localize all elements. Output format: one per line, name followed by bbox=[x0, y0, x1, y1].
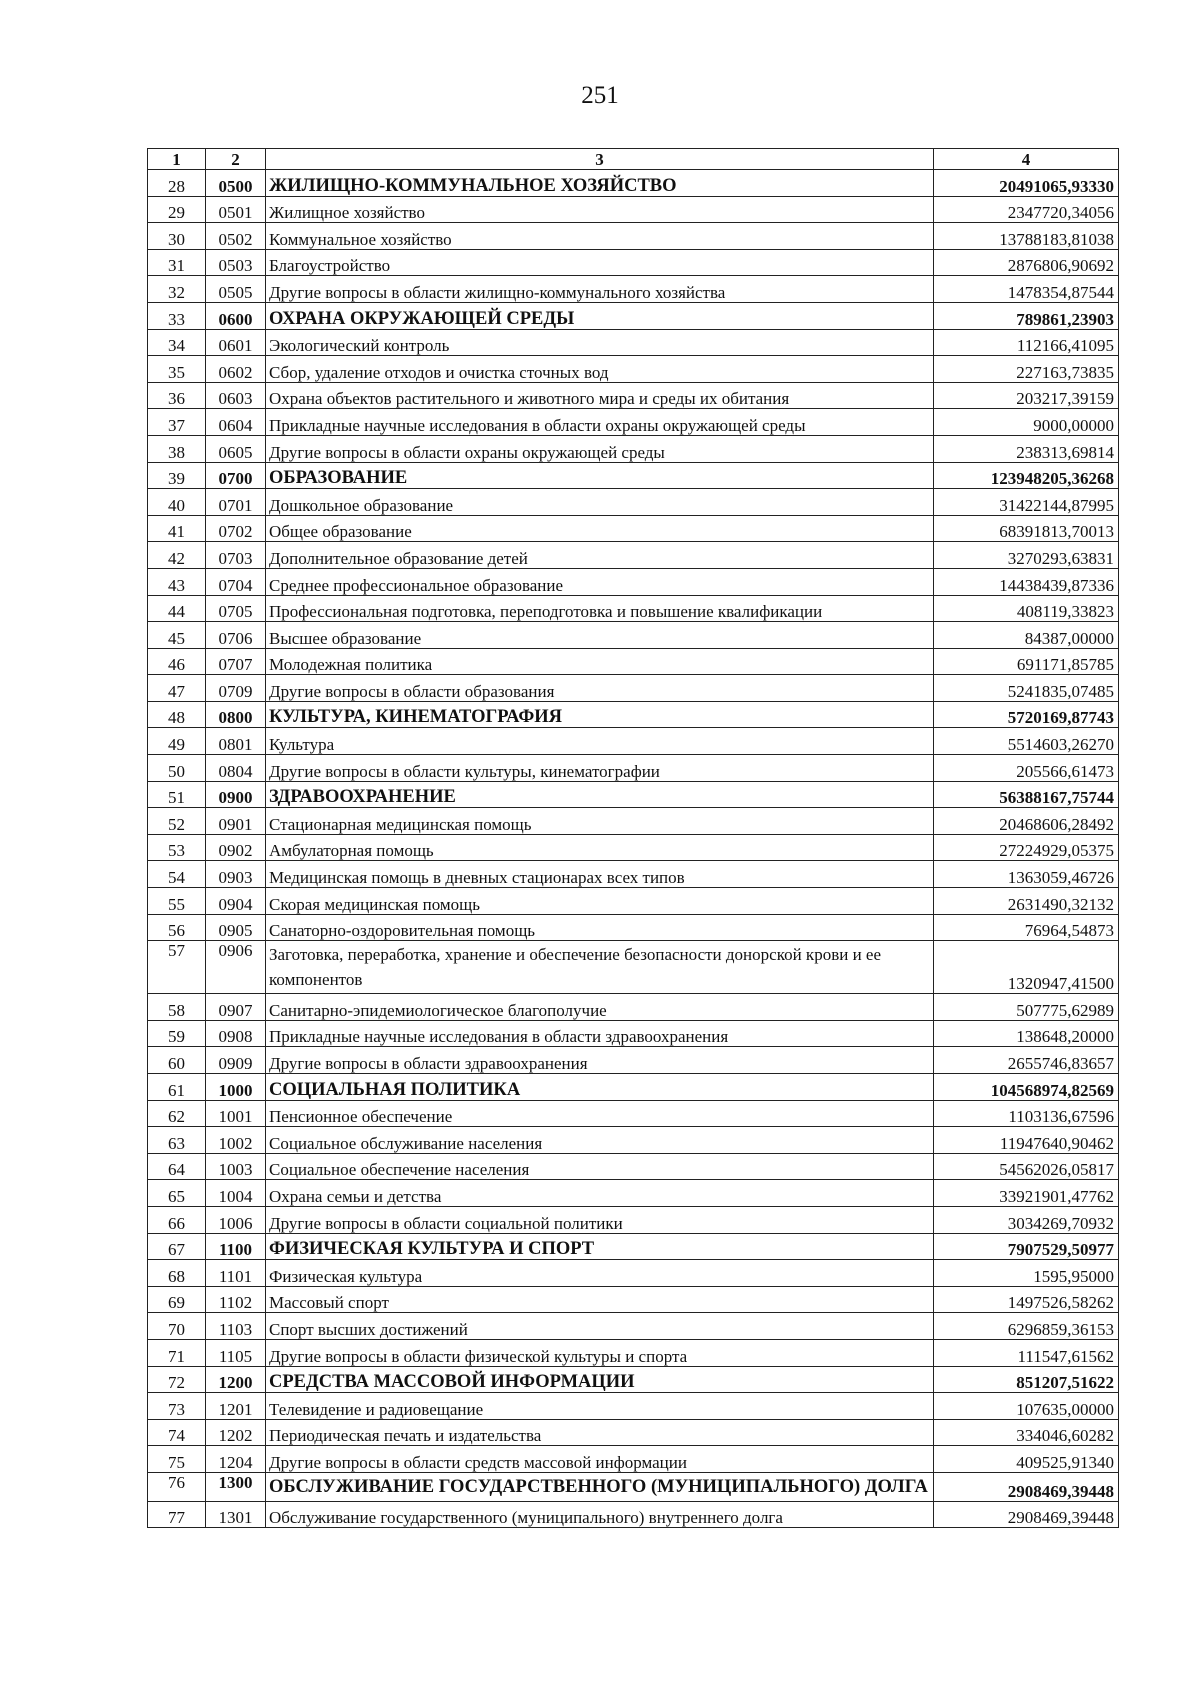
table-row bbox=[148, 728, 1119, 755]
row-number-cell: 57 bbox=[148, 941, 206, 994]
section-code-cell: 0801 bbox=[206, 728, 266, 755]
row-number-cell: 48 bbox=[148, 701, 206, 728]
section-code-cell: 1204 bbox=[206, 1446, 266, 1473]
item-name-cell: Санаторно-оздоровительная помощь bbox=[266, 914, 934, 941]
amount-cell: 203217,39159 bbox=[934, 382, 1119, 409]
item-name-cell: Другие вопросы в области охраны окружающей среды bbox=[266, 435, 934, 462]
amount-cell: 2908469,39448 bbox=[934, 1501, 1119, 1528]
row-number-cell: 72 bbox=[148, 1366, 206, 1393]
row-number-cell: 56 bbox=[148, 914, 206, 941]
amount-cell: 5720169,87743 bbox=[934, 701, 1119, 728]
section-code-cell: 1101 bbox=[206, 1260, 266, 1287]
table-body bbox=[148, 170, 1119, 1528]
amount-cell: 107635,00000 bbox=[934, 1393, 1119, 1420]
table-row bbox=[148, 1047, 1119, 1074]
section-code-cell: 1003 bbox=[206, 1153, 266, 1180]
item-name-cell: ОХРАНА ОКРУЖАЮЩЕЙ СРЕДЫ bbox=[266, 302, 934, 329]
row-number-cell: 54 bbox=[148, 861, 206, 888]
table-row bbox=[148, 755, 1119, 782]
amount-cell: 1363059,46726 bbox=[934, 861, 1119, 888]
section-code-cell: 0706 bbox=[206, 622, 266, 649]
row-number-cell: 49 bbox=[148, 728, 206, 755]
amount-cell: 227163,73835 bbox=[934, 356, 1119, 383]
table-row bbox=[148, 1206, 1119, 1233]
header-col-1: 1 bbox=[148, 149, 206, 170]
table-row bbox=[148, 994, 1119, 1021]
amount-cell: 507775,62989 bbox=[934, 994, 1119, 1021]
section-code-cell: 0501 bbox=[206, 196, 266, 223]
item-name-cell: Другие вопросы в области социальной политики bbox=[266, 1206, 934, 1233]
table-row bbox=[148, 1313, 1119, 1340]
table-row bbox=[148, 1233, 1119, 1260]
item-name-cell: Пенсионное обеспечение bbox=[266, 1100, 934, 1127]
table-row bbox=[148, 1180, 1119, 1207]
item-name-cell: Медицинская помощь в дневных стационарах всех типов bbox=[266, 861, 934, 888]
item-name-cell: Профессиональная подготовка, переподготовка и повышение квалификации bbox=[266, 595, 934, 622]
row-number-cell: 62 bbox=[148, 1100, 206, 1127]
section-code-cell: 1102 bbox=[206, 1286, 266, 1313]
section-code-cell: 1006 bbox=[206, 1206, 266, 1233]
budget-table bbox=[147, 148, 1119, 1528]
amount-cell: 1595,95000 bbox=[934, 1260, 1119, 1287]
item-name-cell: Охрана семьи и детства bbox=[266, 1180, 934, 1207]
amount-cell: 1497526,58262 bbox=[934, 1286, 1119, 1313]
amount-cell: 334046,60282 bbox=[934, 1419, 1119, 1446]
item-name-cell: Спорт высших достижений bbox=[266, 1313, 934, 1340]
amount-cell: 84387,00000 bbox=[934, 622, 1119, 649]
amount-cell: 9000,00000 bbox=[934, 409, 1119, 436]
section-code-cell: 0905 bbox=[206, 914, 266, 941]
table-row bbox=[148, 382, 1119, 409]
item-name-cell: Дополнительное образование детей bbox=[266, 542, 934, 569]
item-name-cell: Культура bbox=[266, 728, 934, 755]
amount-cell: 5241835,07485 bbox=[934, 675, 1119, 702]
row-number-cell: 51 bbox=[148, 781, 206, 808]
amount-cell: 1320947,41500 bbox=[934, 941, 1119, 994]
row-number-cell: 69 bbox=[148, 1286, 206, 1313]
row-number-cell: 70 bbox=[148, 1313, 206, 1340]
amount-cell: 408119,33823 bbox=[934, 595, 1119, 622]
section-code-cell: 0605 bbox=[206, 435, 266, 462]
section-code-cell: 0902 bbox=[206, 834, 266, 861]
amount-cell: 27224929,05375 bbox=[934, 834, 1119, 861]
item-name-cell: Высшее образование bbox=[266, 622, 934, 649]
amount-cell: 13788183,81038 bbox=[934, 223, 1119, 250]
section-code-cell: 0906 bbox=[206, 941, 266, 994]
row-number-cell: 55 bbox=[148, 888, 206, 915]
table-row bbox=[148, 861, 1119, 888]
row-number-cell: 58 bbox=[148, 994, 206, 1021]
table-row bbox=[148, 462, 1119, 489]
amount-cell: 112166,41095 bbox=[934, 329, 1119, 356]
item-name-cell: СОЦИАЛЬНАЯ ПОЛИТИКА bbox=[266, 1074, 934, 1101]
section-code-cell: 0703 bbox=[206, 542, 266, 569]
table-row bbox=[148, 1100, 1119, 1127]
item-name-cell: Жилищное хозяйство bbox=[266, 196, 934, 223]
row-number-cell: 68 bbox=[148, 1260, 206, 1287]
item-name-cell: Другие вопросы в области здравоохранения bbox=[266, 1047, 934, 1074]
amount-cell: 2655746,83657 bbox=[934, 1047, 1119, 1074]
table-row bbox=[148, 1020, 1119, 1047]
item-name-cell: Коммунальное хозяйство bbox=[266, 223, 934, 250]
item-name-cell: Дошкольное образование bbox=[266, 489, 934, 516]
section-code-cell: 1100 bbox=[206, 1233, 266, 1260]
row-number-cell: 40 bbox=[148, 489, 206, 516]
row-number-cell: 47 bbox=[148, 675, 206, 702]
row-number-cell: 50 bbox=[148, 755, 206, 782]
item-name-cell: Периодическая печать и издательства bbox=[266, 1419, 934, 1446]
item-name-cell: Другие вопросы в области жилищно-коммунального хозяйства bbox=[266, 276, 934, 303]
amount-cell: 76964,54873 bbox=[934, 914, 1119, 941]
item-name-cell: Обслуживание государственного (муниципального) внутреннего долга bbox=[266, 1501, 934, 1528]
section-code-cell: 1002 bbox=[206, 1127, 266, 1154]
item-name-cell: Санитарно-эпидемиологическое благополучие bbox=[266, 994, 934, 1021]
item-name-cell: ОБСЛУЖИВАНИЕ ГОСУДАРСТВЕННОГО (МУНИЦИПАЛЬНОГО) ДОЛГА bbox=[266, 1472, 934, 1501]
item-name-cell: СРЕДСТВА МАССОВОЙ ИНФОРМАЦИИ bbox=[266, 1366, 934, 1393]
item-name-cell: Другие вопросы в области средств массовой информации bbox=[266, 1446, 934, 1473]
amount-cell: 20491065,93330 bbox=[934, 170, 1119, 197]
item-name-cell: Телевидение и радиовещание bbox=[266, 1393, 934, 1420]
amount-cell: 789861,23903 bbox=[934, 302, 1119, 329]
row-number-cell: 41 bbox=[148, 515, 206, 542]
section-code-cell: 0904 bbox=[206, 888, 266, 915]
row-number-cell: 31 bbox=[148, 249, 206, 276]
page-number: 251 bbox=[581, 82, 619, 109]
table-row bbox=[148, 356, 1119, 383]
row-number-cell: 45 bbox=[148, 622, 206, 649]
row-number-cell: 60 bbox=[148, 1047, 206, 1074]
table-row bbox=[148, 914, 1119, 941]
table-row bbox=[148, 648, 1119, 675]
section-code-cell: 0604 bbox=[206, 409, 266, 436]
row-number-cell: 29 bbox=[148, 196, 206, 223]
row-number-cell: 28 bbox=[148, 170, 206, 197]
row-number-cell: 67 bbox=[148, 1233, 206, 1260]
item-name-cell: Физическая культура bbox=[266, 1260, 934, 1287]
amount-cell: 104568974,82569 bbox=[934, 1074, 1119, 1101]
section-code-cell: 1200 bbox=[206, 1366, 266, 1393]
section-code-cell: 0804 bbox=[206, 755, 266, 782]
table-row bbox=[148, 622, 1119, 649]
row-number-cell: 71 bbox=[148, 1339, 206, 1366]
amount-cell: 68391813,70013 bbox=[934, 515, 1119, 542]
table-row bbox=[148, 542, 1119, 569]
amount-cell: 3270293,63831 bbox=[934, 542, 1119, 569]
amount-cell: 11947640,90462 bbox=[934, 1127, 1119, 1154]
section-code-cell: 1300 bbox=[206, 1472, 266, 1501]
row-number-cell: 36 bbox=[148, 382, 206, 409]
amount-cell: 409525,91340 bbox=[934, 1446, 1119, 1473]
item-name-cell: Заготовка, переработка, хранение и обеспечение безопасности донорской крови и ее компонентов bbox=[266, 941, 934, 994]
item-name-cell: ОБРАЗОВАНИЕ bbox=[266, 462, 934, 489]
table-row bbox=[148, 489, 1119, 516]
item-name-cell: Прикладные научные исследования в области здравоохранения bbox=[266, 1020, 934, 1047]
table-row bbox=[148, 1127, 1119, 1154]
row-number-cell: 39 bbox=[148, 462, 206, 489]
row-number-cell: 77 bbox=[148, 1501, 206, 1528]
section-code-cell: 0503 bbox=[206, 249, 266, 276]
table-row bbox=[148, 1419, 1119, 1446]
section-code-cell: 0900 bbox=[206, 781, 266, 808]
section-code-cell: 0502 bbox=[206, 223, 266, 250]
section-code-cell: 1004 bbox=[206, 1180, 266, 1207]
amount-cell: 851207,51622 bbox=[934, 1366, 1119, 1393]
amount-cell: 6296859,36153 bbox=[934, 1313, 1119, 1340]
table-row bbox=[148, 834, 1119, 861]
row-number-cell: 75 bbox=[148, 1446, 206, 1473]
table-row bbox=[148, 941, 1119, 994]
row-number-cell: 46 bbox=[148, 648, 206, 675]
row-number-cell: 37 bbox=[148, 409, 206, 436]
amount-cell: 54562026,05817 bbox=[934, 1153, 1119, 1180]
table-row bbox=[148, 1286, 1119, 1313]
amount-cell: 691171,85785 bbox=[934, 648, 1119, 675]
table-header-row bbox=[148, 149, 1119, 170]
section-code-cell: 0603 bbox=[206, 382, 266, 409]
section-code-cell: 0709 bbox=[206, 675, 266, 702]
item-name-cell: Благоустройство bbox=[266, 249, 934, 276]
row-number-cell: 73 bbox=[148, 1393, 206, 1420]
table-row bbox=[148, 249, 1119, 276]
section-code-cell: 0505 bbox=[206, 276, 266, 303]
section-code-cell: 1000 bbox=[206, 1074, 266, 1101]
section-code-cell: 0903 bbox=[206, 861, 266, 888]
item-name-cell: Массовый спорт bbox=[266, 1286, 934, 1313]
row-number-cell: 35 bbox=[148, 356, 206, 383]
amount-cell: 2908469,39448 bbox=[934, 1472, 1119, 1501]
item-name-cell: Охрана объектов растительного и животного мира и среды их обитания bbox=[266, 382, 934, 409]
section-code-cell: 0800 bbox=[206, 701, 266, 728]
section-code-cell: 1103 bbox=[206, 1313, 266, 1340]
section-code-cell: 0909 bbox=[206, 1047, 266, 1074]
table-row bbox=[148, 781, 1119, 808]
section-code-cell: 0600 bbox=[206, 302, 266, 329]
row-number-cell: 66 bbox=[148, 1206, 206, 1233]
item-name-cell: Другие вопросы в области образования bbox=[266, 675, 934, 702]
row-number-cell: 44 bbox=[148, 595, 206, 622]
amount-cell: 7907529,50977 bbox=[934, 1233, 1119, 1260]
section-code-cell: 0907 bbox=[206, 994, 266, 1021]
amount-cell: 1478354,87544 bbox=[934, 276, 1119, 303]
amount-cell: 2876806,90692 bbox=[934, 249, 1119, 276]
header-col-2: 2 bbox=[206, 149, 266, 170]
amount-cell: 5514603,26270 bbox=[934, 728, 1119, 755]
item-name-cell: Амбулаторная помощь bbox=[266, 834, 934, 861]
header-col-3: 3 bbox=[266, 149, 934, 170]
amount-cell: 238313,69814 bbox=[934, 435, 1119, 462]
table-row bbox=[148, 515, 1119, 542]
row-number-cell: 59 bbox=[148, 1020, 206, 1047]
section-code-cell: 0701 bbox=[206, 489, 266, 516]
table-row bbox=[148, 1153, 1119, 1180]
table-row bbox=[148, 223, 1119, 250]
amount-cell: 205566,61473 bbox=[934, 755, 1119, 782]
table-row bbox=[148, 675, 1119, 702]
table-row bbox=[148, 1501, 1119, 1528]
item-name-cell: ЖИЛИЩНО-КОММУНАЛЬНОЕ ХОЗЯЙСТВО bbox=[266, 170, 934, 197]
amount-cell: 2347720,34056 bbox=[934, 196, 1119, 223]
row-number-cell: 30 bbox=[148, 223, 206, 250]
item-name-cell: Экологический контроль bbox=[266, 329, 934, 356]
item-name-cell: Скорая медицинская помощь bbox=[266, 888, 934, 915]
section-code-cell: 0500 bbox=[206, 170, 266, 197]
table-row bbox=[148, 568, 1119, 595]
row-number-cell: 63 bbox=[148, 1127, 206, 1154]
table-row bbox=[148, 276, 1119, 303]
row-number-cell: 38 bbox=[148, 435, 206, 462]
row-number-cell: 65 bbox=[148, 1180, 206, 1207]
row-number-cell: 61 bbox=[148, 1074, 206, 1101]
row-number-cell: 33 bbox=[148, 302, 206, 329]
row-number-cell: 32 bbox=[148, 276, 206, 303]
table-row bbox=[148, 302, 1119, 329]
table-row bbox=[148, 435, 1119, 462]
header-col-4: 4 bbox=[934, 149, 1119, 170]
amount-cell: 111547,61562 bbox=[934, 1339, 1119, 1366]
section-code-cell: 0707 bbox=[206, 648, 266, 675]
amount-cell: 123948205,36268 bbox=[934, 462, 1119, 489]
section-code-cell: 1201 bbox=[206, 1393, 266, 1420]
item-name-cell: Другие вопросы в области культуры, кинематографии bbox=[266, 755, 934, 782]
amount-cell: 3034269,70932 bbox=[934, 1206, 1119, 1233]
section-code-cell: 0908 bbox=[206, 1020, 266, 1047]
table-row bbox=[148, 595, 1119, 622]
table-row bbox=[148, 888, 1119, 915]
table-row bbox=[148, 1393, 1119, 1420]
item-name-cell: Социальное обслуживание населения bbox=[266, 1127, 934, 1154]
row-number-cell: 53 bbox=[148, 834, 206, 861]
item-name-cell: Социальное обеспечение населения bbox=[266, 1153, 934, 1180]
row-number-cell: 42 bbox=[148, 542, 206, 569]
amount-cell: 20468606,28492 bbox=[934, 808, 1119, 835]
table-row bbox=[148, 1074, 1119, 1101]
table-row bbox=[148, 329, 1119, 356]
item-name-cell: Стационарная медицинская помощь bbox=[266, 808, 934, 835]
item-name-cell: ФИЗИЧЕСКАЯ КУЛЬТУРА И СПОРТ bbox=[266, 1233, 934, 1260]
section-code-cell: 0705 bbox=[206, 595, 266, 622]
table-row bbox=[148, 409, 1119, 436]
section-code-cell: 0602 bbox=[206, 356, 266, 383]
row-number-cell: 52 bbox=[148, 808, 206, 835]
section-code-cell: 1202 bbox=[206, 1419, 266, 1446]
item-name-cell: КУЛЬТУРА, КИНЕМАТОГРАФИЯ bbox=[266, 701, 934, 728]
amount-cell: 138648,20000 bbox=[934, 1020, 1119, 1047]
row-number-cell: 64 bbox=[148, 1153, 206, 1180]
item-name-cell: Сбор, удаление отходов и очистка сточных вод bbox=[266, 356, 934, 383]
table-row bbox=[148, 1260, 1119, 1287]
item-name-cell: Другие вопросы в области физической культуры и спорта bbox=[266, 1339, 934, 1366]
amount-cell: 31422144,87995 bbox=[934, 489, 1119, 516]
section-code-cell: 0601 bbox=[206, 329, 266, 356]
amount-cell: 56388167,75744 bbox=[934, 781, 1119, 808]
table-row bbox=[148, 701, 1119, 728]
table-row bbox=[148, 170, 1119, 197]
row-number-cell: 43 bbox=[148, 568, 206, 595]
amount-cell: 33921901,47762 bbox=[934, 1180, 1119, 1207]
table-row bbox=[148, 808, 1119, 835]
table-row bbox=[148, 1339, 1119, 1366]
table-row bbox=[148, 1472, 1119, 1501]
item-name-cell: Прикладные научные исследования в области охраны окружающей среды bbox=[266, 409, 934, 436]
section-code-cell: 0700 bbox=[206, 462, 266, 489]
amount-cell: 1103136,67596 bbox=[934, 1100, 1119, 1127]
row-number-cell: 76 bbox=[148, 1472, 206, 1501]
section-code-cell: 0702 bbox=[206, 515, 266, 542]
item-name-cell: Общее образование bbox=[266, 515, 934, 542]
section-code-cell: 1301 bbox=[206, 1501, 266, 1528]
item-name-cell: Среднее профессиональное образование bbox=[266, 568, 934, 595]
section-code-cell: 1001 bbox=[206, 1100, 266, 1127]
section-code-cell: 0901 bbox=[206, 808, 266, 835]
item-name-cell: ЗДРАВООХРАНЕНИЕ bbox=[266, 781, 934, 808]
section-code-cell: 1105 bbox=[206, 1339, 266, 1366]
table-row bbox=[148, 196, 1119, 223]
row-number-cell: 34 bbox=[148, 329, 206, 356]
amount-cell: 2631490,32132 bbox=[934, 888, 1119, 915]
table-row bbox=[148, 1366, 1119, 1393]
amount-cell: 14438439,87336 bbox=[934, 568, 1119, 595]
row-number-cell: 74 bbox=[148, 1419, 206, 1446]
item-name-cell: Молодежная политика bbox=[266, 648, 934, 675]
section-code-cell: 0704 bbox=[206, 568, 266, 595]
table-row bbox=[148, 1446, 1119, 1473]
